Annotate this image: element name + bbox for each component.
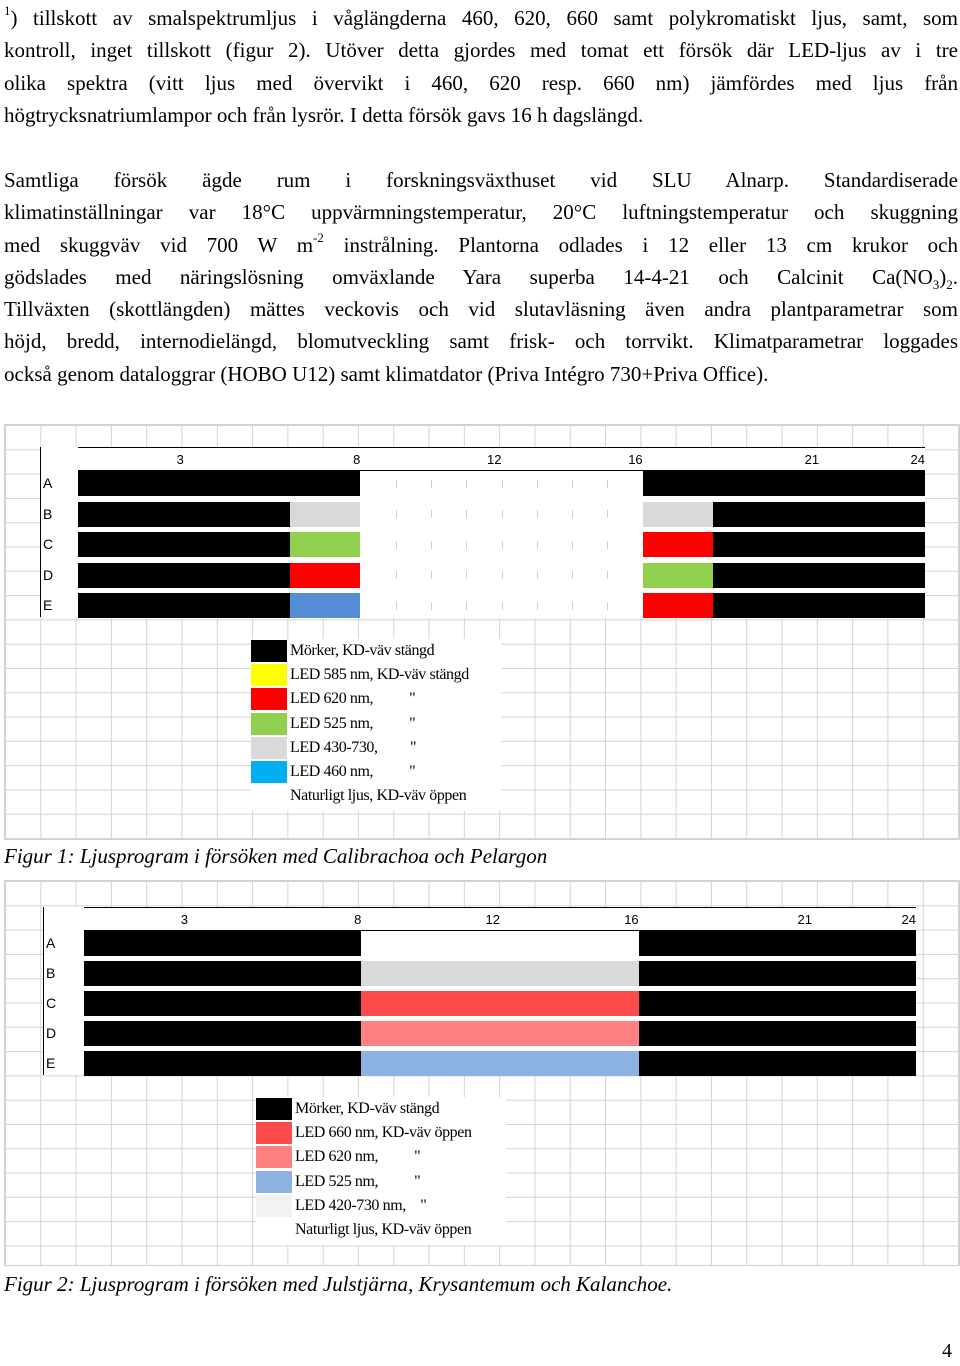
legend-label: Mörker, KD-väv stängd [290, 642, 435, 659]
legend-swatch [251, 737, 287, 759]
light-segment [643, 532, 714, 557]
gridline-mark [537, 571, 538, 579]
light-segment [643, 471, 925, 496]
gridline-mark [466, 602, 467, 610]
gridline-mark [431, 480, 432, 488]
row-label: D [43, 566, 54, 583]
legend-item [256, 1218, 506, 1242]
light-segment [84, 961, 361, 986]
light-segment [639, 1051, 916, 1076]
light-segment [643, 593, 714, 618]
legend-swatch [256, 1146, 292, 1168]
text-line: $^1$) tillskott av smalspektrumljus i våglängderna 460, 620, 660 samt polykromatiskt ljus, samt, som [4, 3, 958, 30]
legend-item [256, 1170, 506, 1194]
row-label: E [43, 597, 53, 613]
text-line: med skuggväv vid 700 W $m^{-2}$ instrålning. Plantorna odlades i 12 eller 13 cm krukor och [4, 229, 958, 257]
legend-swatch [256, 1171, 292, 1193]
legend-item [251, 784, 501, 808]
legend-item [256, 1097, 506, 1121]
gridline-mark [431, 541, 432, 549]
hour-tick-label: 3 [176, 452, 184, 467]
hour-tick-label: 21 [804, 452, 820, 467]
light-segment [361, 961, 638, 986]
gridline-mark [572, 541, 573, 549]
light-segment [361, 1021, 638, 1046]
light-segment [639, 1021, 916, 1046]
legend-label: LED 620 nm, " [295, 1148, 421, 1166]
gridline-mark [572, 510, 573, 518]
paragraph-2 [4, 164, 958, 390]
figure-2 [4, 880, 960, 1266]
legend-label: Naturligt ljus, KD-väv öppen [290, 787, 467, 805]
legend-label: Naturligt ljus, KD-väv öppen [295, 1221, 472, 1238]
light-segment [361, 991, 638, 1016]
legend-swatch [256, 1219, 292, 1241]
gridline-mark [396, 510, 397, 518]
gridline-mark [537, 510, 538, 518]
hour-tick-label: 24 [910, 452, 925, 467]
legend-item [251, 736, 501, 760]
gridline-mark [572, 480, 573, 488]
hour-tick-label: 8 [353, 452, 361, 467]
row-label: D [46, 1025, 57, 1041]
hour-axis [78, 447, 925, 471]
light-segment [639, 991, 916, 1016]
gridline-mark [466, 480, 467, 488]
gridline-mark [572, 571, 573, 579]
text-line: klimatinställningar var 18°C uppvärmningstemperatur, 20°C luftningstemperatur och skuggning [4, 200, 958, 225]
legend-label: LED 460 nm, " [290, 763, 416, 780]
gridline-mark [537, 602, 538, 610]
hour-tick-label: 16 [624, 912, 639, 927]
legend-item [251, 760, 501, 784]
light-segment [84, 991, 361, 1016]
light-segment [643, 502, 714, 527]
legend-swatch [256, 1195, 292, 1217]
gridline-mark [607, 510, 608, 518]
light-segment [84, 931, 361, 956]
legend-label: LED 430-730, " [290, 738, 417, 756]
light-segment [78, 471, 360, 496]
legend-swatch [251, 713, 287, 735]
page-number: 4 [942, 1340, 952, 1362]
light-segment [639, 961, 916, 986]
gridline-mark [537, 541, 538, 549]
legend-label: LED 525 nm, " [290, 714, 416, 732]
legend-swatch [256, 1122, 292, 1144]
gridline-mark [466, 510, 467, 518]
gridline-mark [572, 602, 573, 610]
light-segment [290, 593, 361, 618]
legend-swatch [251, 640, 287, 662]
gridline-mark [607, 571, 608, 579]
legend-swatch [251, 785, 287, 807]
legend-item [256, 1194, 506, 1218]
text-line: högtrycksnatriumlampor och från lysrör. I detta försök gavs 16 h dagslängd. [4, 102, 644, 127]
legend-label: Mörker, KD-väv stängd [295, 1100, 440, 1117]
row-label: B [43, 505, 53, 522]
light-segment [713, 502, 925, 527]
light-segment [713, 532, 925, 557]
legend-label: LED 525 nm, " [295, 1172, 421, 1190]
legend-label: LED 585 nm, KD-väv stängd [290, 666, 469, 684]
light-program-chart-2 [43, 907, 916, 1075]
gridline-mark [431, 571, 432, 579]
row-label: E [46, 1055, 56, 1071]
light-segment [290, 563, 361, 588]
legend-swatch [251, 664, 287, 686]
figure-1-caption: Figur 1: Ljusprogram i försöken med Calibrachoa och Pelargon [4, 844, 548, 868]
row-label: C [43, 536, 54, 552]
gridline-mark [607, 541, 608, 549]
text-line: höjd, bredd, internodielängd, blomutveckling samt frisk- och torrvikt. Klimatparametrar loggades [4, 329, 958, 354]
light-segment [78, 532, 290, 557]
gridline-mark [502, 602, 503, 610]
gridline-mark [396, 571, 397, 579]
row-label: A [46, 935, 56, 951]
gridline-mark [431, 602, 432, 610]
legend-1 [251, 639, 501, 811]
legend-item [251, 663, 501, 687]
legend-swatch [256, 1098, 292, 1120]
hour-tick-label: 21 [797, 912, 812, 927]
light-program-chart-1 [40, 447, 925, 617]
gridline-mark [502, 541, 503, 549]
legend-swatch [251, 688, 287, 710]
light-segment [361, 931, 638, 956]
gridline-mark [502, 480, 503, 488]
light-segment [290, 532, 361, 557]
light-segment [713, 593, 925, 618]
light-segment [639, 931, 916, 956]
gridline-mark [396, 541, 397, 549]
light-segment [84, 1021, 361, 1046]
legend-2 [256, 1097, 506, 1245]
gridline-mark [431, 510, 432, 518]
gridline-mark [396, 480, 397, 488]
light-segment [361, 1051, 638, 1076]
light-segment [713, 563, 925, 588]
row-label: B [46, 965, 56, 981]
legend-item [256, 1145, 506, 1169]
gridline-mark [607, 602, 608, 610]
legend-label: LED 660 nm, KD-väv öppen [295, 1124, 472, 1142]
gridline-mark [607, 480, 608, 488]
hour-tick-label: 8 [354, 912, 362, 927]
figure-1 [4, 424, 960, 840]
figure-2-caption: Figur 2: Ljusprogram i försöken med Julstjärna, Krysantemum och Kalanchoe. [4, 1272, 673, 1296]
light-segment [78, 593, 290, 618]
light-segment [78, 563, 290, 588]
text-line: olika spektra (vitt ljus med övervikt i 460, 620 resp. 660 nm) jämfördes med ljus från [4, 70, 958, 95]
hour-tick-label: 12 [485, 912, 500, 927]
light-segment [290, 502, 361, 527]
legend-item [251, 639, 501, 663]
row-label: A [43, 475, 53, 491]
paragraph-1 [4, 2, 958, 131]
light-segment [84, 1051, 361, 1076]
hour-tick-label: 16 [628, 452, 643, 467]
text-line: kontroll, inget tillskott (figur 2). Utöver detta gjordes med tomat ett försök där LED-ljus av i tre [4, 38, 958, 63]
text-line: Tillväxten (skottlängden) mättes veckovis och vid slutavläsning även andra plantparametrar som [4, 297, 958, 322]
legend-item [251, 687, 501, 711]
text-line: gödslades med näringslösning omväxlande Yara superba 14-4-21 och Calcinit $Ca(NO_3)_2$. [4, 264, 958, 293]
legend-swatch [251, 761, 287, 783]
gridline-mark [502, 510, 503, 518]
legend-item [251, 712, 501, 736]
light-segment [78, 502, 290, 527]
text-line: också genom dataloggrar (HOBO U12) samt klimatdator (Priva Intégro 730+Priva Office). [4, 361, 769, 386]
text-line: Samtliga försök ägde rum i forskningsväxthuset vid SLU Alnarp. Standardiserade [4, 168, 958, 192]
hour-axis [84, 907, 916, 931]
gridline-mark [396, 602, 397, 610]
legend-label: LED 420-730 nm, " [295, 1196, 427, 1214]
hour-tick-label: 3 [180, 912, 188, 927]
light-segment [643, 563, 714, 588]
gridline-mark [466, 571, 467, 579]
legend-label: LED 620 nm, " [290, 690, 416, 708]
gridline-mark [537, 480, 538, 488]
gridline-mark [466, 541, 467, 549]
gridline-mark [502, 571, 503, 579]
hour-tick-label: 12 [487, 452, 502, 467]
legend-item [256, 1121, 506, 1145]
row-label: C [46, 995, 57, 1011]
hour-tick-label: 24 [901, 912, 916, 927]
